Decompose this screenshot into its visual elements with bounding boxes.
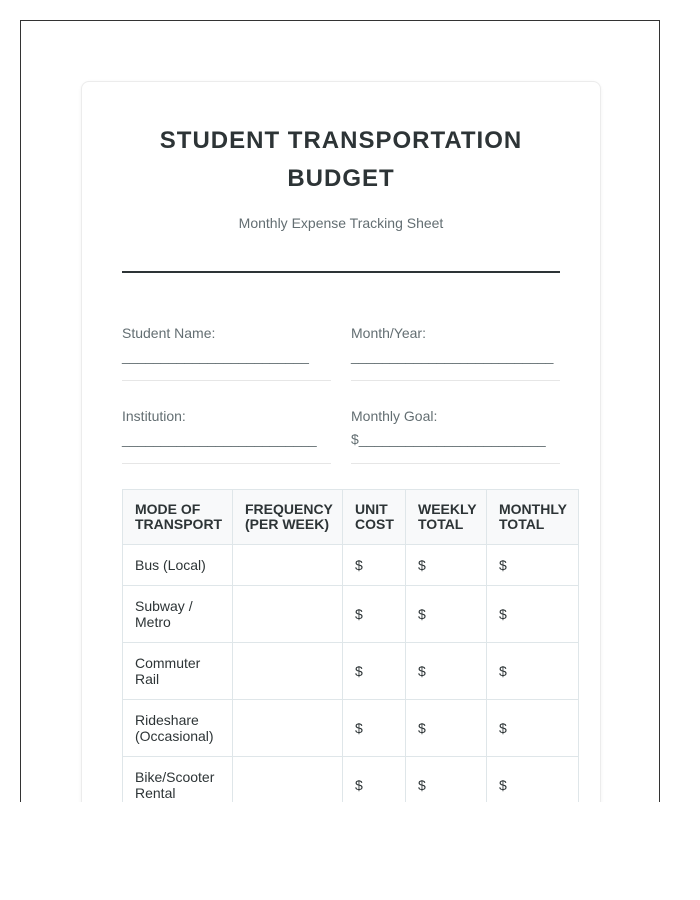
monthly-goal-label: Monthly Goal: — [351, 408, 438, 424]
institution-field[interactable] — [122, 408, 331, 464]
table-header-row — [123, 490, 579, 545]
month-year-blank[interactable]: __________________________ — [351, 348, 554, 364]
unit-cost-cell[interactable]: $ — [343, 545, 406, 586]
month-year-label: Month/Year: — [351, 325, 426, 341]
monthly-goal-field[interactable] — [351, 408, 560, 464]
table-row — [123, 643, 579, 700]
weekly-total-cell[interactable]: $ — [406, 586, 487, 643]
weekly-total-cell[interactable]: $ — [406, 643, 487, 700]
unit-cost-cell[interactable]: $ — [343, 643, 406, 700]
title-line-2: BUDGET — [287, 165, 395, 192]
header-unit-cost: UNIT COST — [343, 490, 406, 545]
title-line-1: STUDENT TRANSPORTATION — [159, 127, 523, 154]
monthly-total-cell[interactable]: $ — [487, 545, 579, 586]
student-name-label: Student Name: — [122, 325, 216, 341]
student-name-blank[interactable]: ________________________ — [122, 348, 309, 364]
monthly-total-cell[interactable]: $ — [487, 757, 579, 803]
frequency-cell[interactable] — [233, 586, 343, 643]
header-monthly-total: MONTHLY TOTAL — [487, 490, 579, 545]
mode-cell: Rideshare (Occasional) — [123, 700, 233, 757]
table-row — [123, 586, 579, 643]
weekly-total-cell[interactable]: $ — [406, 545, 487, 586]
transport-budget-table — [122, 489, 579, 802]
table-row — [123, 545, 579, 586]
frequency-cell[interactable] — [233, 643, 343, 700]
budget-sheet — [81, 81, 601, 802]
monthly-total-cell[interactable]: $ — [487, 643, 579, 700]
page-title — [122, 122, 560, 198]
monthly-total-cell[interactable]: $ — [487, 586, 579, 643]
table-row — [123, 757, 579, 803]
frequency-cell[interactable] — [233, 757, 343, 803]
monthly-goal-blank[interactable]: $________________________ — [351, 431, 546, 447]
weekly-total-cell[interactable]: $ — [406, 700, 487, 757]
monthly-total-cell[interactable]: $ — [487, 700, 579, 757]
month-year-field[interactable] — [351, 325, 560, 381]
header-divider — [122, 271, 560, 273]
page-subtitle: Monthly Expense Tracking Sheet — [238, 215, 444, 231]
institution-blank[interactable]: _________________________ — [122, 431, 317, 447]
mode-cell: Bike/Scooter Rental — [123, 757, 233, 803]
student-name-field[interactable] — [122, 325, 331, 381]
table-row — [123, 700, 579, 757]
mode-cell: Subway / Metro — [123, 586, 233, 643]
header-weekly-total: WEEKLY TOTAL — [406, 490, 487, 545]
unit-cost-cell[interactable]: $ — [343, 700, 406, 757]
header-frequency: FREQUENCY (PER WEEK) — [233, 490, 343, 545]
unit-cost-cell[interactable]: $ — [343, 586, 406, 643]
frequency-cell[interactable] — [233, 700, 343, 757]
header-mode: MODE OF TRANSPORT — [123, 490, 233, 545]
mode-cell: Commuter Rail — [123, 643, 233, 700]
frequency-cell[interactable] — [233, 545, 343, 586]
page-frame — [20, 20, 660, 802]
mode-cell: Bus (Local) — [123, 545, 233, 586]
weekly-total-cell[interactable]: $ — [406, 757, 487, 803]
institution-label: Institution: — [122, 408, 186, 424]
unit-cost-cell[interactable]: $ — [343, 757, 406, 803]
